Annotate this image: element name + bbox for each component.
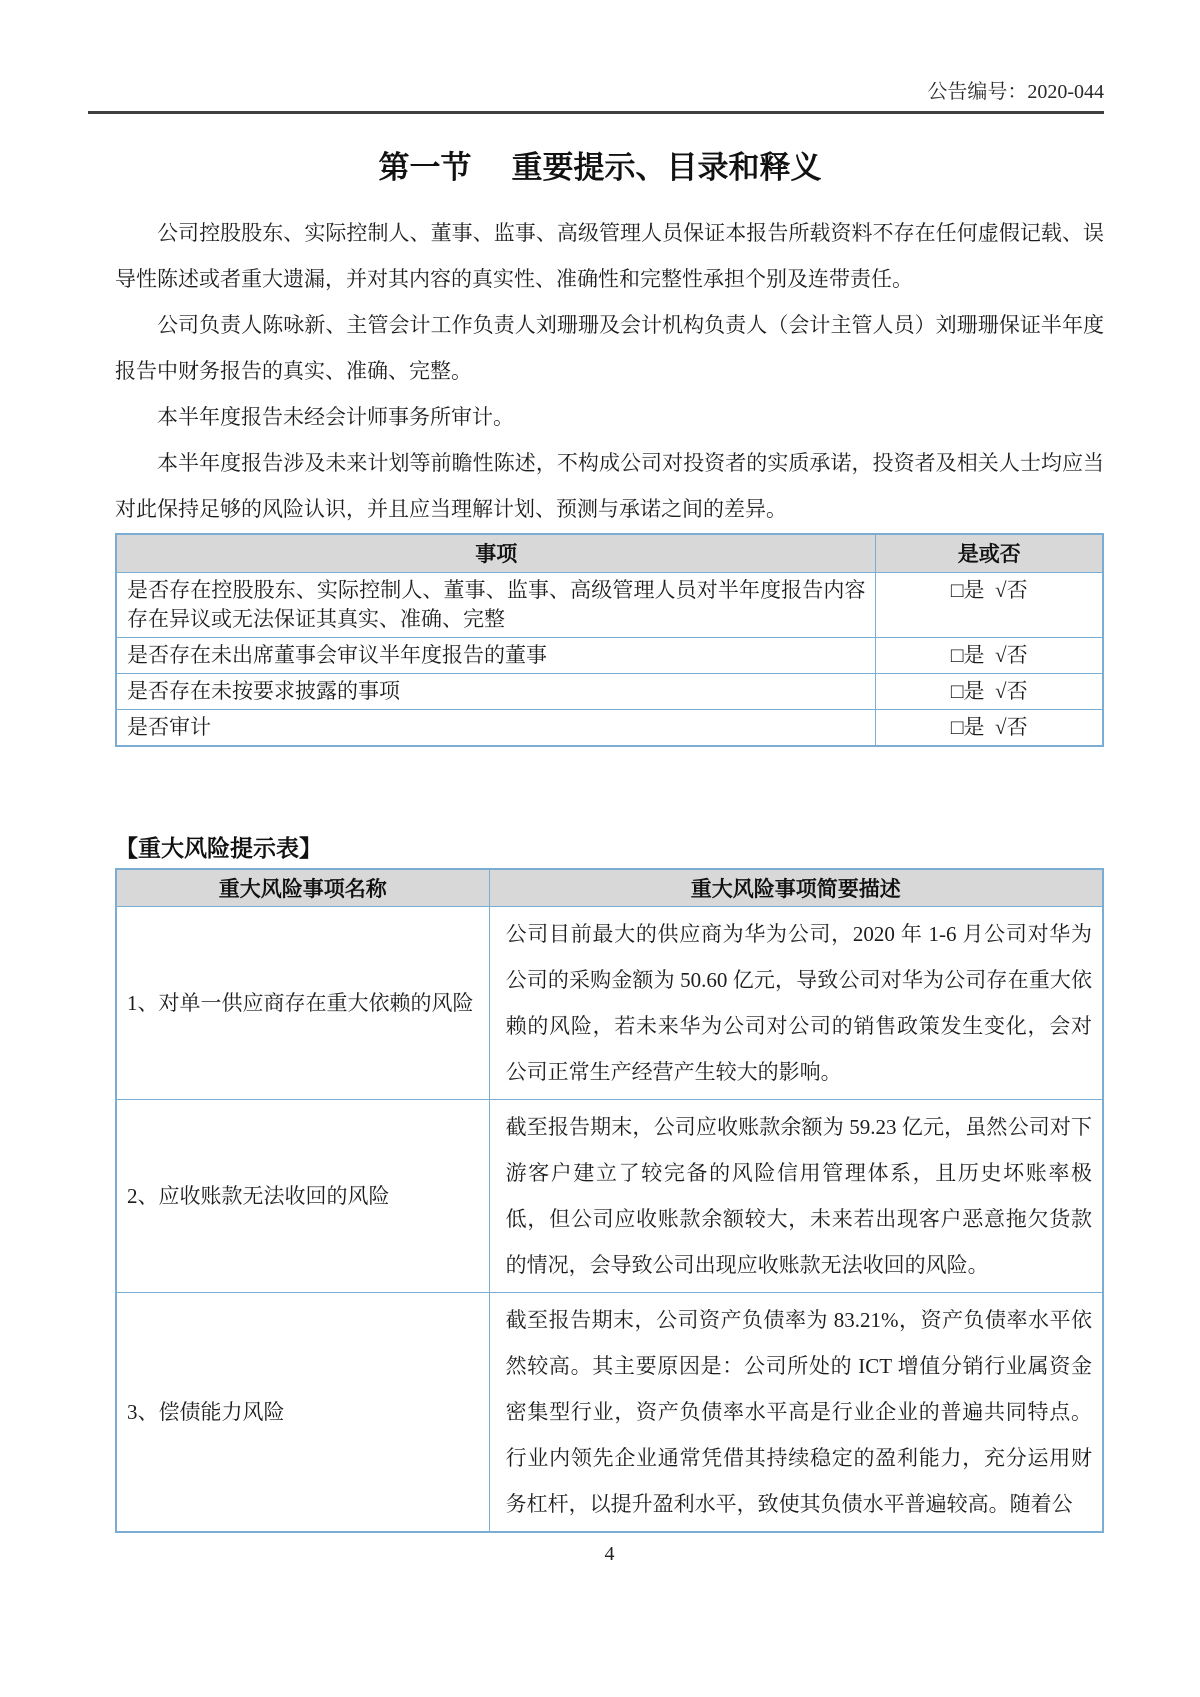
compliance-header-yesno: 是或否 bbox=[876, 534, 1103, 572]
risk-header-description: 重大风险事项简要描述 bbox=[489, 869, 1103, 907]
compliance-item: 是否存在未按要求披露的事项 bbox=[116, 673, 876, 709]
announcement-number: 公告编号：2020-044 bbox=[927, 81, 1104, 103]
risk-description: 截至报告期末，公司资产负债率为 83.21%，资产负债率水平依然较高。其主要原因是：公司所处的 ICT 增值分销行业属资金密集型行业，资产负债率水平高是行业企业的普遍共同特点。行业内领先企业通常凭借其持续稳定的盈利能力，充分运用财务杠杆，以提升盈利水平，致使其负债水平普遍较高。随着公 bbox=[489, 1293, 1103, 1533]
risk-description: 截至报告期末，公司应收账款余额为 59.23 亿元，虽然公司对下游客户建立了较完备的风险信用管理体系，且历史坏账率极低，但公司应收账款余额较大，未来若出现客户恶意拖欠货款的情况，会导致公司出现应收账款无法收回的风险。 bbox=[489, 1100, 1103, 1293]
risk-name: 1、对单一供应商存在重大依赖的风险 bbox=[116, 907, 489, 1100]
compliance-item: 是否存在未出席董事会审议半年度报告的董事 bbox=[116, 637, 876, 673]
compliance-header-row bbox=[116, 534, 1103, 572]
risk-name: 2、应收账款无法收回的风险 bbox=[116, 1100, 489, 1293]
risk-section-heading: 【重大风险提示表】 bbox=[115, 834, 322, 861]
risk-header-name: 重大风险事项名称 bbox=[116, 869, 489, 907]
header-rule bbox=[88, 111, 1104, 114]
table-row bbox=[116, 637, 1103, 673]
compliance-item: 是否审计 bbox=[116, 709, 876, 746]
page-number: 4 bbox=[604, 1543, 615, 1565]
table-row bbox=[116, 907, 1103, 1100]
table-row bbox=[116, 1100, 1103, 1293]
page-title bbox=[0, 150, 1200, 186]
compliance-header-item: 事项 bbox=[116, 534, 876, 572]
page-title-section: 第一节 bbox=[378, 150, 472, 185]
paragraph-financial-report: 公司负责人陈咏新、主管会计工作负责人刘珊珊及会计机构负责人（会计主管人员）刘珊珊保证半年度报告中财务报告的真实、准确、完整。 bbox=[115, 313, 1104, 383]
risk-description: 公司目前最大的供应商为华为公司，2020 年 1-6 月公司对华为公司的采购金额为 50.60 亿元，导致公司对华为公司存在重大依赖的风险，若未来华为公司对公司的销售政策发生变化，会对公司正常生产经营产生较大的影响。 bbox=[489, 907, 1103, 1100]
document-header bbox=[0, 0, 1200, 114]
compliance-answer: □是 √否 bbox=[876, 709, 1103, 746]
compliance-table bbox=[115, 533, 1104, 747]
table-row bbox=[116, 673, 1103, 709]
risk-header-row bbox=[116, 869, 1103, 907]
page-title-text: 重要提示、目录和释义 bbox=[511, 150, 822, 185]
table-row bbox=[116, 572, 1103, 637]
table-row bbox=[116, 709, 1103, 746]
risk-table bbox=[115, 868, 1104, 1534]
paragraph-forward-looking: 本半年度报告涉及未来计划等前瞻性陈述，不构成公司对投资者的实质承诺，投资者及相关人士均应当对此保持足够的风险认识，并且应当理解计划、预测与承诺之间的差异。 bbox=[115, 451, 1104, 521]
compliance-answer: □是 √否 bbox=[876, 673, 1103, 709]
paragraph-responsibility: 公司控股股东、实际控制人、董事、监事、高级管理人员保证本报告所载资料不存在任何虚假记载、误导性陈述或者重大遗漏，并对其内容的真实性、准确性和完整性承担个别及连带责任。 bbox=[115, 221, 1104, 291]
compliance-answer: □是 √否 bbox=[876, 572, 1103, 637]
compliance-item: 是否存在控股股东、实际控制人、董事、监事、高级管理人员对半年度报告内容存在异议或无法保证其真实、准确、完整 bbox=[116, 572, 876, 637]
table-row bbox=[116, 1293, 1103, 1533]
content-area bbox=[115, 210, 1104, 1566]
risk-name: 3、偿债能力风险 bbox=[116, 1293, 489, 1533]
paragraph-unaudited: 本半年度报告未经会计师事务所审计。 bbox=[157, 405, 514, 429]
compliance-answer: □是 √否 bbox=[876, 637, 1103, 673]
